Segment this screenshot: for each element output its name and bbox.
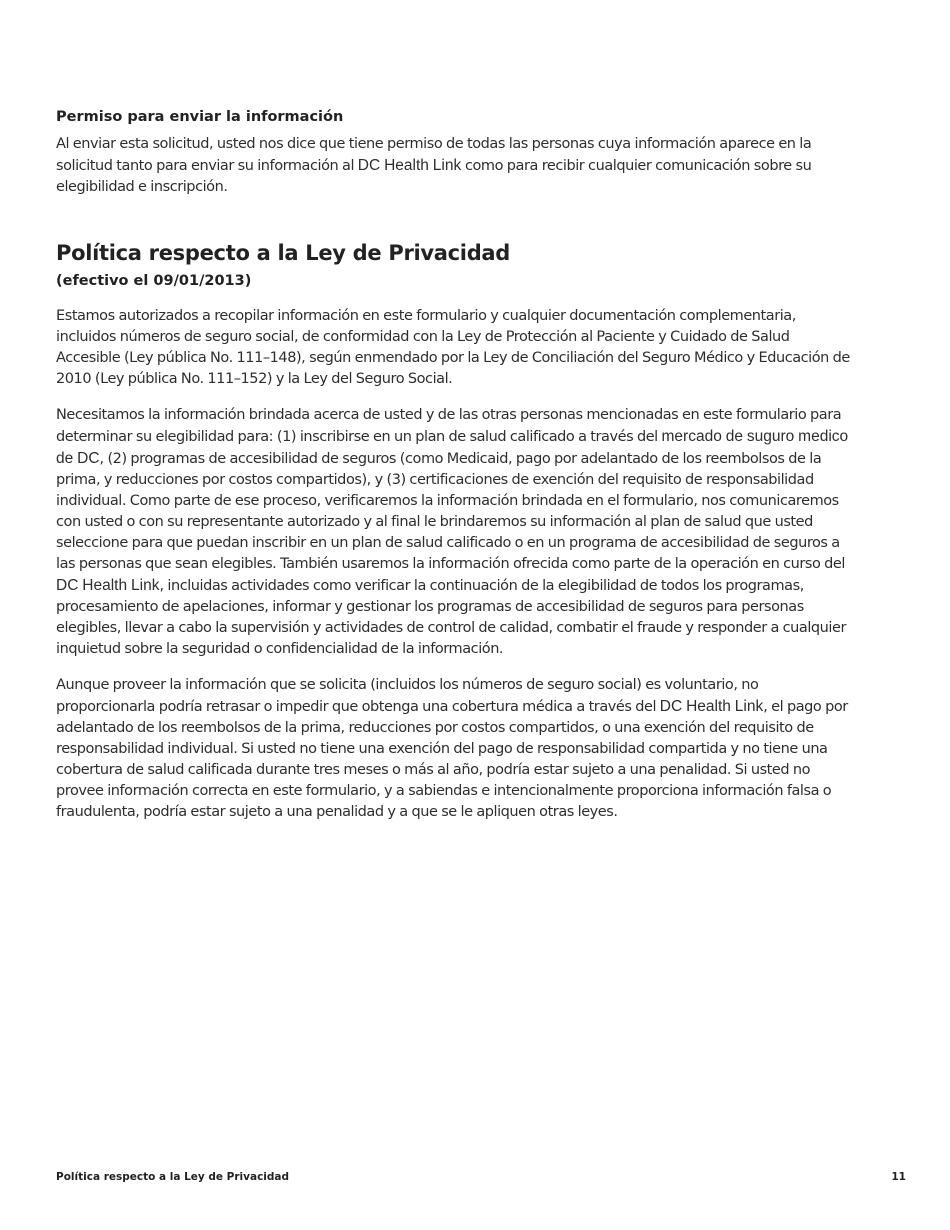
- p2-text-b: , (2) programas de accesibilidad de seguros (como Medicaid, pago por adelantado de los reembolsos de la prima, y reducciones por costos compartidos), y (3) certificaciones de exención del requisito de responsabilidad individual. Como parte de ese proceso, verificaremos la información brindada en el formulario, nos comunicaremos con usted o con su representante autorizado y al final le brindaremos su información al plan de salud que usted seleccione para que puedan inscribir en un plan de salud calificado o en un programa de accesibilidad de seguros a las personas que sean elegibles. También usaremos la información ofrecida como parte de la operación en curso del: [56, 451, 845, 572]
- p2-text-a: Necesitamos la información brindada acerca de usted y de las otras personas mencionadas en este formulario para determinar su elegibilidad para: (1) inscribirse en un plan de salud calificado a través del: [56, 407, 842, 445]
- privacy-paragraph-2: [56, 405, 856, 660]
- page-content: [56, 108, 856, 823]
- p2-text-c: , incluidas actividades como verificar la continuación de la elegibilidad de todos los programas, procesamiento de apelaciones, informar y gestionar los programas de accesibilidad de seguros para personas elegibles, llevar a cabo la supervisión y actividades de control de calidad, combatir el fraude y responder a cualquier inquietud sobre la seguridad o confidencialidad de la información.: [56, 578, 846, 657]
- page-number: 11: [891, 1171, 906, 1183]
- privacy-paragraph-3: [56, 675, 856, 823]
- permission-heading: Permiso para enviar la información: [56, 109, 344, 125]
- permission-text-a: Al enviar esta solicitud, usted nos dice que tiene permiso de todas las personas cuya información aparece en la solicitud tanto para enviar su información al: [56, 136, 812, 174]
- effective-date: (efectivo el 09/01/2013): [56, 273, 252, 289]
- dc-health-link-mention: DC Health Link: [56, 577, 160, 594]
- footer-section-title: Política respecto a la Ley de Privacidad: [56, 1171, 290, 1183]
- p3-text-a: Aunque proveer la información que se solicita (incluidos los números de seguro social) es voluntario, no proporcionarla podría retrasar o impedir que obtenga una cobertura médica a través del: [56, 677, 759, 715]
- privacy-paragraph-1: Estamos autorizados a recopilar información en este formulario y cualquier documentación complementaria, incluidos números de seguro social, de conformidad con la Ley de Protección al Paciente y Cuidado de Salud Accesible (Ley pública No. 111–148), según enmendado por la Ley de Conciliación del Seguro Médico y Educación de 2010 (Ley pública No. 111–152) y la Ley del Seguro Social.: [56, 308, 850, 387]
- dc-marketplace-mention: mercado de suguro medico de DC: [56, 428, 849, 467]
- dc-health-link-mention: DC Health Link: [659, 698, 764, 715]
- dc-health-link-mention: DC Health Link: [357, 157, 462, 174]
- permission-paragraph: [56, 134, 856, 198]
- privacy-title: Política respecto a la Ley de Privacidad: [56, 241, 511, 265]
- permission-text-b: como para recibir cualquier comunicación sobre su elegibilidad e inscripción.: [56, 158, 812, 195]
- p3-text-b: , el pago por adelantado de los reembolsos de la prima, reducciones por costos compartidos, o una exención del requisito de responsabilidad individual. Si usted no tiene una exención del pago de responsabilidad compartida y no tiene una cobertura de salud calificada durante tres meses o más al año, podría estar sujeto a una penalidad. Si usted no provee información correcta en este formulario, y a sabiendas e intencionalmente proporciona información falsa o fraudulenta, podría estar sujeto a una penalidad y a que se le apliquen otras leyes.: [56, 699, 848, 820]
